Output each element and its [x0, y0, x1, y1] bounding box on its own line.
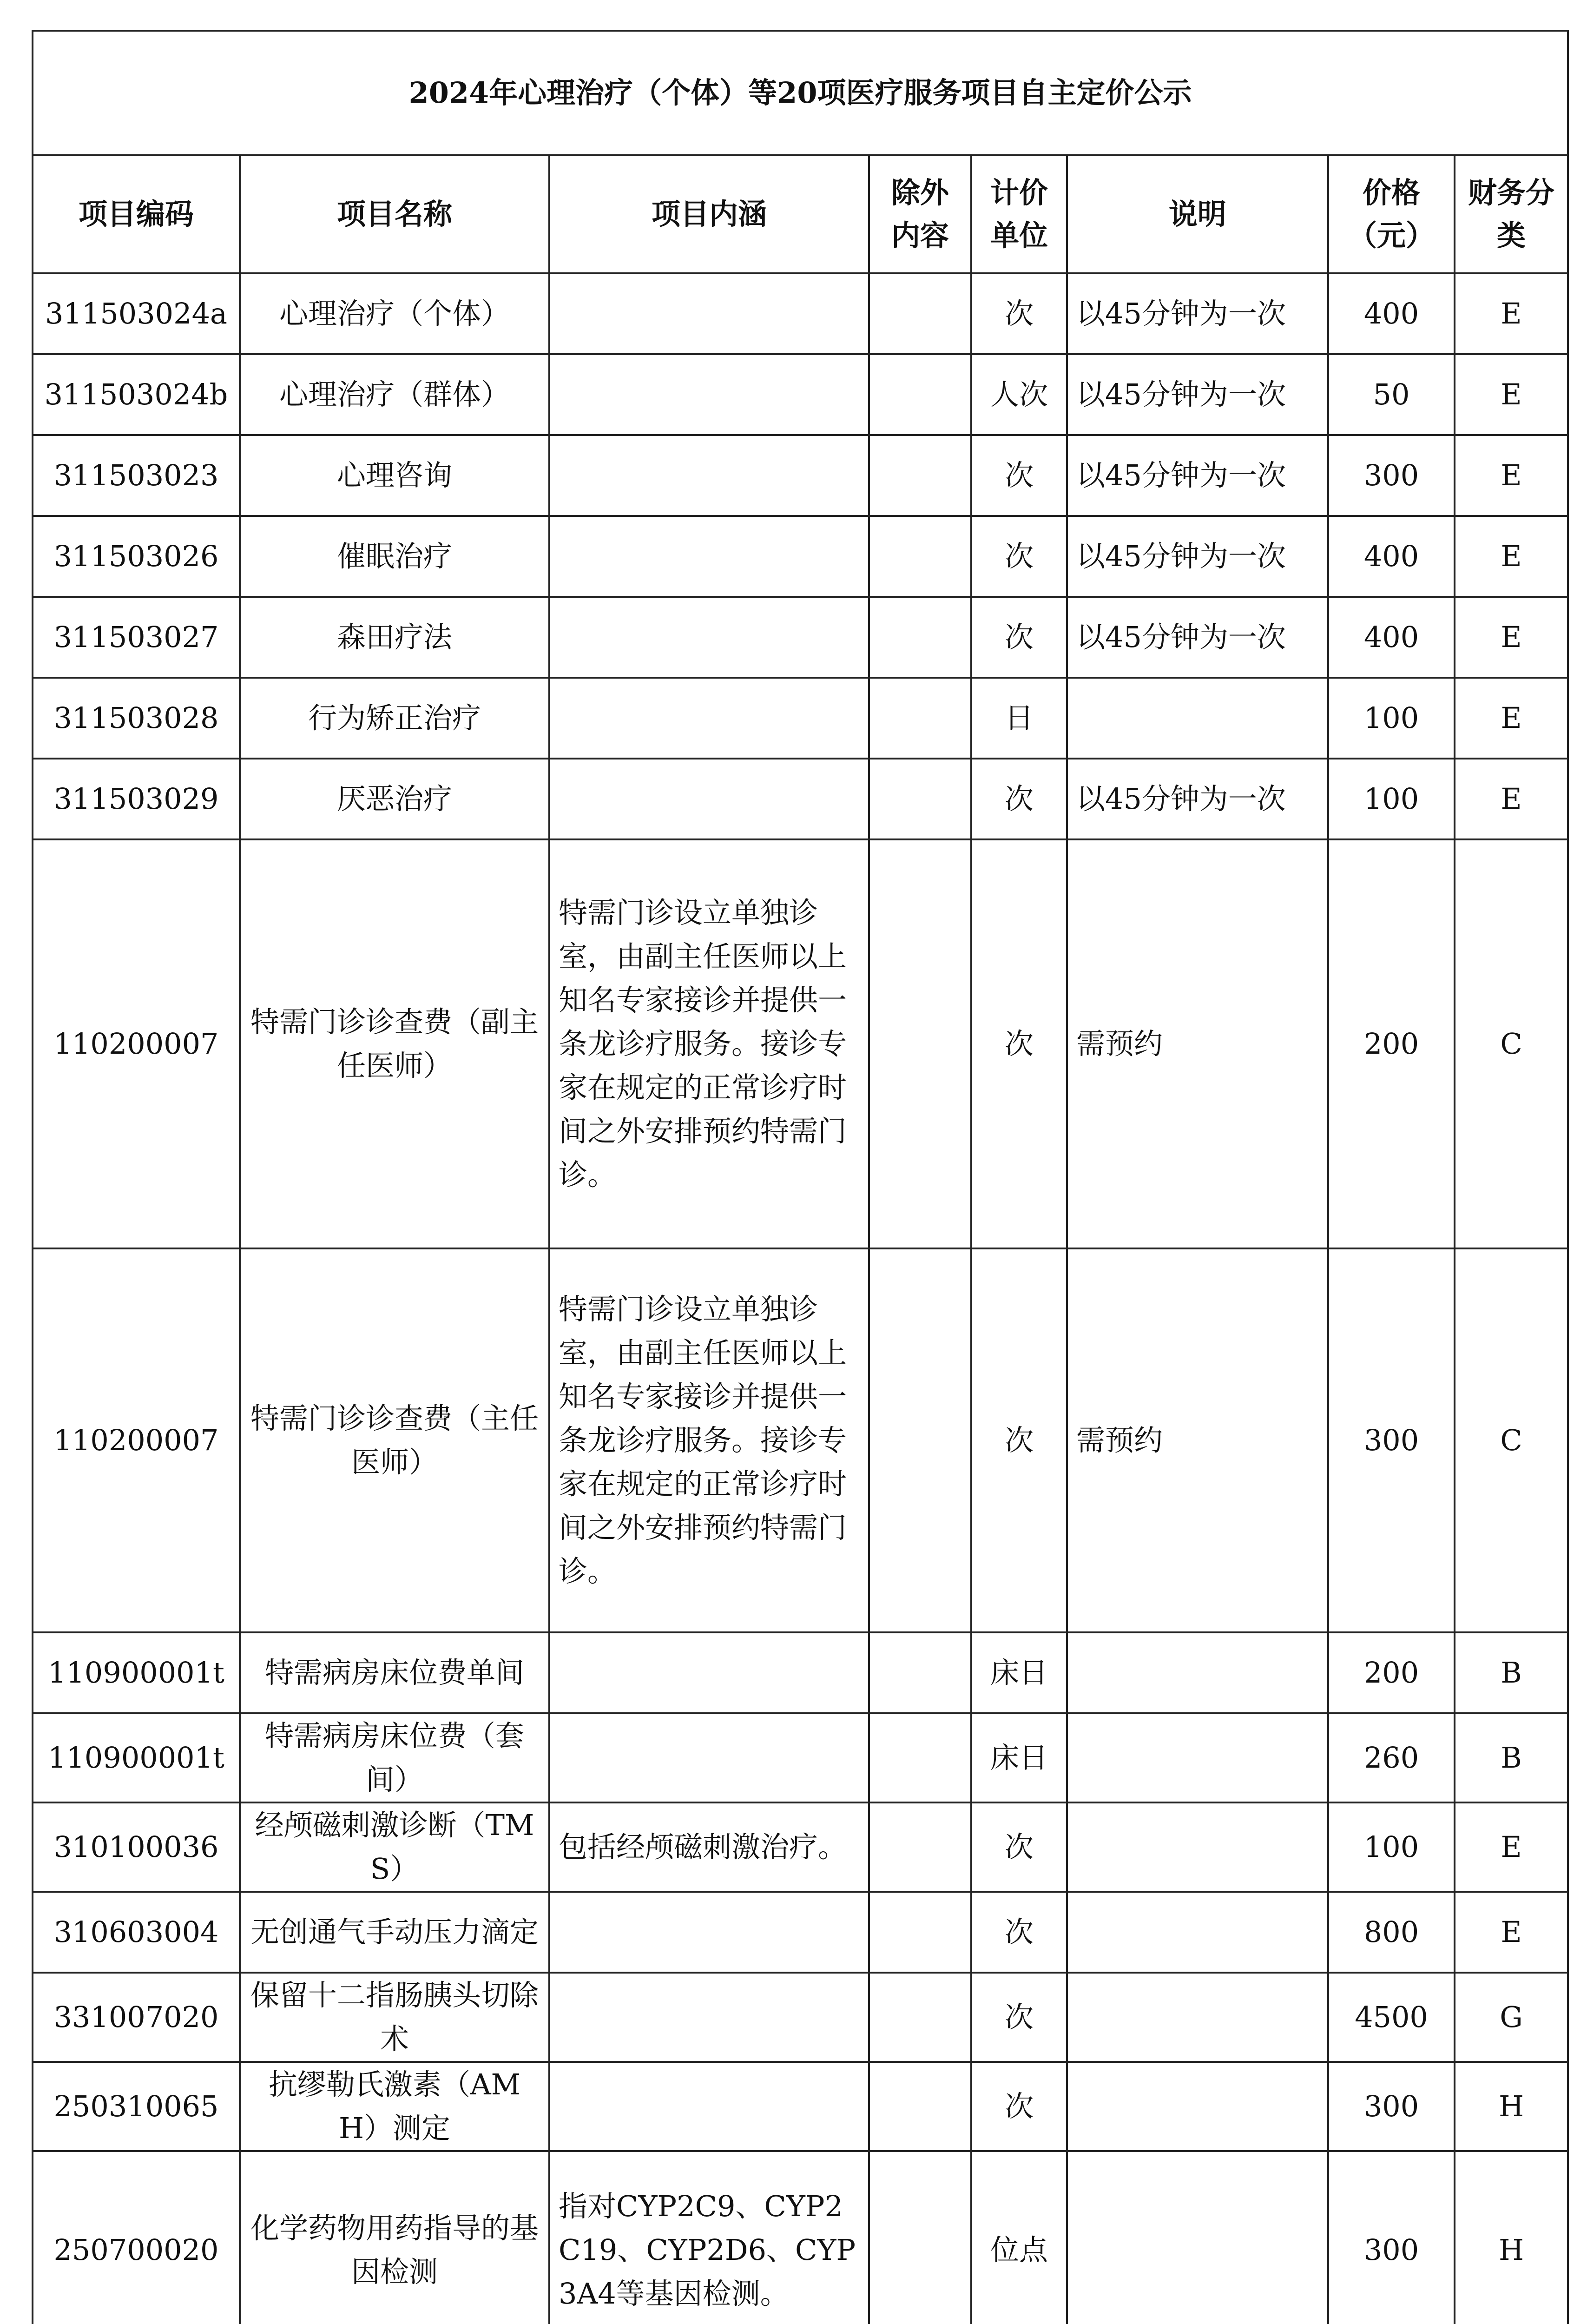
item-category: E: [1455, 435, 1568, 516]
item-category: H: [1455, 2151, 1568, 2324]
table-row: [33, 678, 1568, 759]
item-category: E: [1455, 1802, 1568, 1892]
table-row: [33, 2062, 1568, 2151]
item-content: [549, 1892, 869, 1973]
item-name: 心理咨询: [240, 435, 549, 516]
table-row: [33, 1248, 1568, 1632]
item-code: 250310065: [33, 2062, 240, 2151]
item-exclude: [869, 678, 971, 759]
item-content: [549, 678, 869, 759]
item-name: 抗缪勒氏激素（AMH）测定: [240, 2062, 549, 2151]
table-row: [33, 354, 1568, 435]
column-header-note: 说明: [1067, 155, 1328, 273]
item-note: 以45分钟为一次: [1067, 516, 1328, 597]
item-note: [1067, 1973, 1328, 2062]
table-row: [33, 597, 1568, 678]
column-header-unit: 计价单位: [971, 155, 1067, 273]
table-row: [33, 839, 1568, 1248]
table-row: [33, 273, 1568, 354]
item-note: 以45分钟为一次: [1067, 597, 1328, 678]
item-unit: 人次: [971, 354, 1067, 435]
item-note: 以45分钟为一次: [1067, 273, 1328, 354]
item-exclude: [869, 273, 971, 354]
item-content: 指对CYP2C9、CYP2C19、CYP2D6、CYP3A4等基因检测。: [549, 2151, 869, 2324]
column-header-category: 财务分类: [1455, 155, 1568, 273]
item-exclude: [869, 1713, 971, 1802]
item-exclude: [869, 759, 971, 839]
item-exclude: [869, 2151, 971, 2324]
item-category: E: [1455, 516, 1568, 597]
item-note: [1067, 1632, 1328, 1713]
item-note: [1067, 1713, 1328, 1802]
item-exclude: [869, 1632, 971, 1713]
item-unit: 次: [971, 273, 1067, 354]
item-unit: 次: [971, 1248, 1067, 1632]
column-header-content: 项目内涵: [549, 155, 869, 273]
item-content: [549, 2062, 869, 2151]
item-unit: 次: [971, 2062, 1067, 2151]
item-code: 310603004: [33, 1892, 240, 1973]
item-name: 催眠治疗: [240, 516, 549, 597]
item-content: [549, 597, 869, 678]
item-name: 心理治疗（群体）: [240, 354, 549, 435]
item-code: 311503028: [33, 678, 240, 759]
item-price: 200: [1328, 1632, 1455, 1713]
item-name: 行为矫正治疗: [240, 678, 549, 759]
item-price: 400: [1328, 273, 1455, 354]
item-category: E: [1455, 597, 1568, 678]
table-row: [33, 435, 1568, 516]
item-note: [1067, 1802, 1328, 1892]
item-price: 300: [1328, 2151, 1455, 2324]
item-code: 110900001t: [33, 1632, 240, 1713]
page-title: 2024年心理治疗（个体）等20项医疗服务项目自主定价公示: [33, 31, 1568, 155]
column-header-price: 价格（元）: [1328, 155, 1455, 273]
item-content: [549, 1632, 869, 1713]
item-price: 300: [1328, 1248, 1455, 1632]
item-category: G: [1455, 1973, 1568, 2062]
item-unit: 次: [971, 759, 1067, 839]
item-category: C: [1455, 1248, 1568, 1632]
item-name: 经颅磁刺激诊断（TMS）: [240, 1802, 549, 1892]
item-category: C: [1455, 839, 1568, 1248]
item-code: 311503027: [33, 597, 240, 678]
item-exclude: [869, 839, 971, 1248]
item-note: 以45分钟为一次: [1067, 759, 1328, 839]
item-note: [1067, 1892, 1328, 1973]
item-exclude: [869, 1248, 971, 1632]
item-name: 厌恶治疗: [240, 759, 549, 839]
item-exclude: [869, 354, 971, 435]
item-unit: 位点: [971, 2151, 1067, 2324]
item-category: E: [1455, 273, 1568, 354]
table-row: [33, 2151, 1568, 2324]
item-note: 以45分钟为一次: [1067, 354, 1328, 435]
item-category: E: [1455, 1892, 1568, 1973]
item-code: 310100036: [33, 1802, 240, 1892]
item-exclude: [869, 1802, 971, 1892]
item-note: 需预约: [1067, 1248, 1328, 1632]
item-note: 需预约: [1067, 839, 1328, 1248]
item-code: 331007020: [33, 1973, 240, 2062]
item-note: 以45分钟为一次: [1067, 435, 1328, 516]
item-price: 100: [1328, 759, 1455, 839]
item-name: 特需病房床位费单间: [240, 1632, 549, 1713]
table-row: [33, 1892, 1568, 1973]
column-header-code: 项目编码: [33, 155, 240, 273]
item-content: [549, 273, 869, 354]
item-name: 特需门诊诊查费（副主任医师）: [240, 839, 549, 1248]
item-exclude: [869, 1973, 971, 2062]
item-name: 保留十二指肠胰头切除术: [240, 1973, 549, 2062]
table-row: [33, 759, 1568, 839]
table-row: [33, 1632, 1568, 1713]
item-content: [549, 435, 869, 516]
item-price: 400: [1328, 516, 1455, 597]
item-code: 250700020: [33, 2151, 240, 2324]
item-name: 特需门诊诊查费（主任医师）: [240, 1248, 549, 1632]
item-note: [1067, 2062, 1328, 2151]
item-code: 311503024a: [33, 273, 240, 354]
item-content: [549, 759, 869, 839]
item-code: 110900001t: [33, 1713, 240, 1802]
item-content: [549, 516, 869, 597]
item-price: 4500: [1328, 1973, 1455, 2062]
item-category: B: [1455, 1632, 1568, 1713]
item-price: 260: [1328, 1713, 1455, 1802]
table-body: [33, 273, 1568, 2324]
item-content: 包括经颅磁刺激治疗。: [549, 1802, 869, 1892]
item-category: E: [1455, 759, 1568, 839]
item-price: 300: [1328, 435, 1455, 516]
item-price: 800: [1328, 1892, 1455, 1973]
item-exclude: [869, 435, 971, 516]
item-code: 110200007: [33, 839, 240, 1248]
item-content: [549, 1973, 869, 2062]
table-row: [33, 1713, 1568, 1802]
item-code: 311503024b: [33, 354, 240, 435]
column-header-name: 项目名称: [240, 155, 549, 273]
item-category: E: [1455, 678, 1568, 759]
table-row: [33, 1973, 1568, 2062]
item-content: [549, 1713, 869, 1802]
item-name: 无创通气手动压力滴定: [240, 1892, 549, 1973]
item-name: 心理治疗（个体）: [240, 273, 549, 354]
item-price: 50: [1328, 354, 1455, 435]
table-row: [33, 1802, 1568, 1892]
item-price: 200: [1328, 839, 1455, 1248]
item-unit: 床日: [971, 1713, 1067, 1802]
item-exclude: [869, 2062, 971, 2151]
item-code: 311503029: [33, 759, 240, 839]
item-unit: 次: [971, 1802, 1067, 1892]
item-exclude: [869, 597, 971, 678]
pricing-notice-table: [32, 30, 1569, 2324]
item-price: 100: [1328, 1802, 1455, 1892]
item-category: B: [1455, 1713, 1568, 1802]
item-content: 特需门诊设立单独诊室，由副主任医师以上知名专家接诊并提供一条龙诊疗服务。接诊专家在规定的正常诊疗时间之外安排预约特需门诊。: [549, 839, 869, 1248]
item-price: 100: [1328, 678, 1455, 759]
item-exclude: [869, 1892, 971, 1973]
item-note: [1067, 2151, 1328, 2324]
table-row: [33, 516, 1568, 597]
item-category: H: [1455, 2062, 1568, 2151]
item-price: 400: [1328, 597, 1455, 678]
column-header-exclude: 除外内容: [869, 155, 971, 273]
item-code: 311503026: [33, 516, 240, 597]
item-name: 森田疗法: [240, 597, 549, 678]
item-content: [549, 354, 869, 435]
item-unit: 次: [971, 839, 1067, 1248]
item-unit: 次: [971, 597, 1067, 678]
item-unit: 次: [971, 1973, 1067, 2062]
item-unit: 日: [971, 678, 1067, 759]
item-unit: 次: [971, 435, 1067, 516]
item-unit: 床日: [971, 1632, 1067, 1713]
item-unit: 次: [971, 516, 1067, 597]
item-unit: 次: [971, 1892, 1067, 1973]
item-code: 110200007: [33, 1248, 240, 1632]
item-category: E: [1455, 354, 1568, 435]
item-code: 311503023: [33, 435, 240, 516]
item-name: 化学药物用药指导的基因检测: [240, 2151, 549, 2324]
item-name: 特需病房床位费（套间）: [240, 1713, 549, 1802]
item-exclude: [869, 516, 971, 597]
item-content: 特需门诊设立单独诊室，由副主任医师以上知名专家接诊并提供一条龙诊疗服务。接诊专家在规定的正常诊疗时间之外安排预约特需门诊。: [549, 1248, 869, 1632]
item-note: [1067, 678, 1328, 759]
item-price: 300: [1328, 2062, 1455, 2151]
